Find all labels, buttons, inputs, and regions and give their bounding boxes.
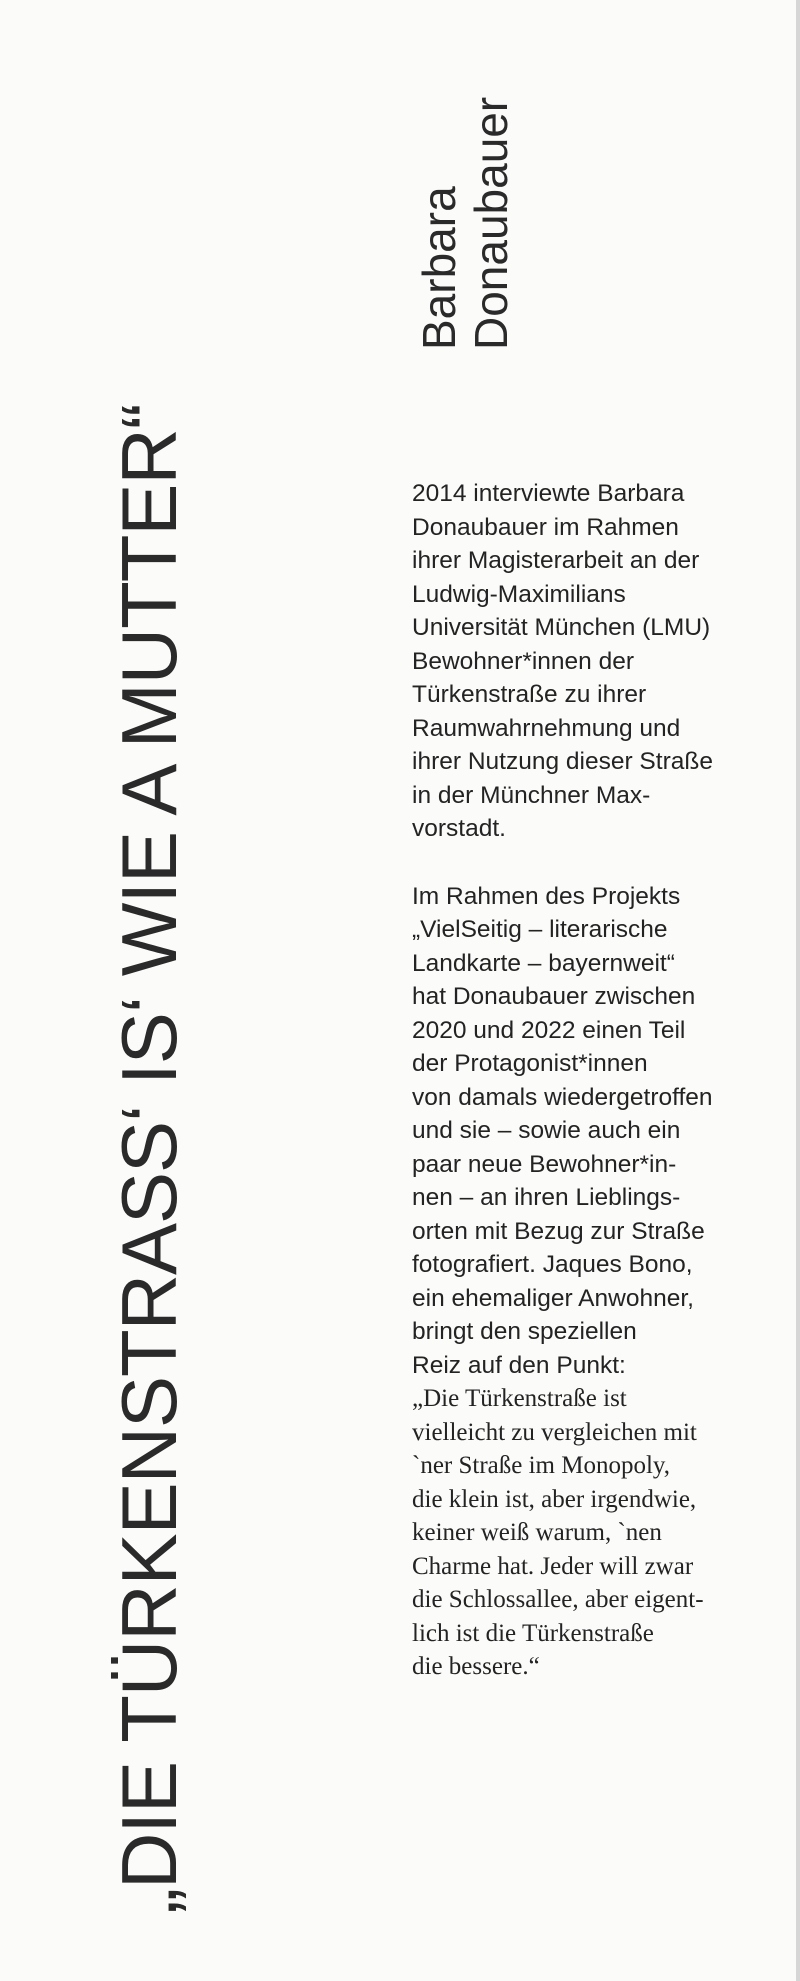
text-line: ein ehemaliger Anwohner, — [412, 1284, 694, 1312]
text-line: Im Rahmen des Projekts — [412, 882, 681, 910]
text-line: und sie – sowie auch ein — [412, 1117, 681, 1144]
paragraph-2 — [412, 880, 762, 1684]
text-line: 2020 und 2022 einen Teil — [412, 1016, 686, 1044]
page-title: „DIE TÜRKENSTRASS‘ IS‘ WIE A MUTTER“ — [105, 404, 193, 1914]
text-line: Reiz auf den Punkt: — [412, 1351, 626, 1379]
text-line: paar neue Bewohner*in- — [412, 1150, 677, 1178]
text-line: ihrer Nutzung dieser Straße — [412, 748, 713, 775]
text-line: vorstadt. — [412, 815, 506, 842]
text-line: in der Münchner Max- — [412, 781, 651, 809]
text-line: Donaubauer im Rahmen — [412, 513, 679, 541]
quote-line: die Schlossallee, aber eigent- — [412, 1586, 704, 1613]
text-line: Ludwig-Maximilians — [412, 580, 626, 608]
text-line: Türkenstraße zu ihrer — [412, 681, 647, 708]
text-line: fotografiert. Jaques Bono, — [412, 1251, 693, 1278]
author-name — [413, 97, 517, 350]
quote-line: keiner weiß warum, `nen — [412, 1519, 662, 1546]
text-line: Raumwahrnehmung und — [412, 714, 681, 742]
quote-line: Charme hat. Jeder will zwar — [412, 1552, 694, 1580]
paragraph-1 — [412, 477, 762, 846]
quote-line: vielleicht zu vergleichen mit — [412, 1418, 697, 1446]
quote-line: die bessere.“ — [412, 1653, 540, 1680]
author-first-name: Barbara — [413, 186, 465, 350]
author-last-name: Donaubauer — [465, 96, 517, 350]
text-line: Landkarte – bayernweit“ — [412, 949, 675, 977]
quote-line: die klein ist, aber irgendwie, — [412, 1485, 697, 1513]
text-line: der Protagonist*innen — [412, 1050, 648, 1077]
quote-line: `ner Straße im Monopoly, — [412, 1452, 671, 1479]
text-line: nen – an ihren Lieblings- — [412, 1184, 681, 1211]
text-line: bringt den speziellen — [412, 1318, 637, 1345]
body-text — [412, 477, 762, 1718]
text-line: orten mit Bezug zur Straße — [412, 1217, 705, 1245]
quote-line: „Die Türkenstraße ist — [412, 1385, 627, 1412]
text-line: hat Donaubauer zwischen — [412, 983, 696, 1010]
text-line: „VielSeitig – literarische — [412, 916, 668, 943]
text-line: ihrer Magisterarbeit an der — [412, 547, 700, 574]
quote-line: lich ist die Türkenstraße — [412, 1619, 654, 1647]
text-line: 2014 interviewte Barbara — [412, 480, 685, 507]
text-line: Bewohner*innen der — [412, 647, 635, 675]
text-line: von damals wiedergetroffen — [412, 1083, 713, 1111]
text-line: Universität München (LMU) — [412, 614, 711, 641]
